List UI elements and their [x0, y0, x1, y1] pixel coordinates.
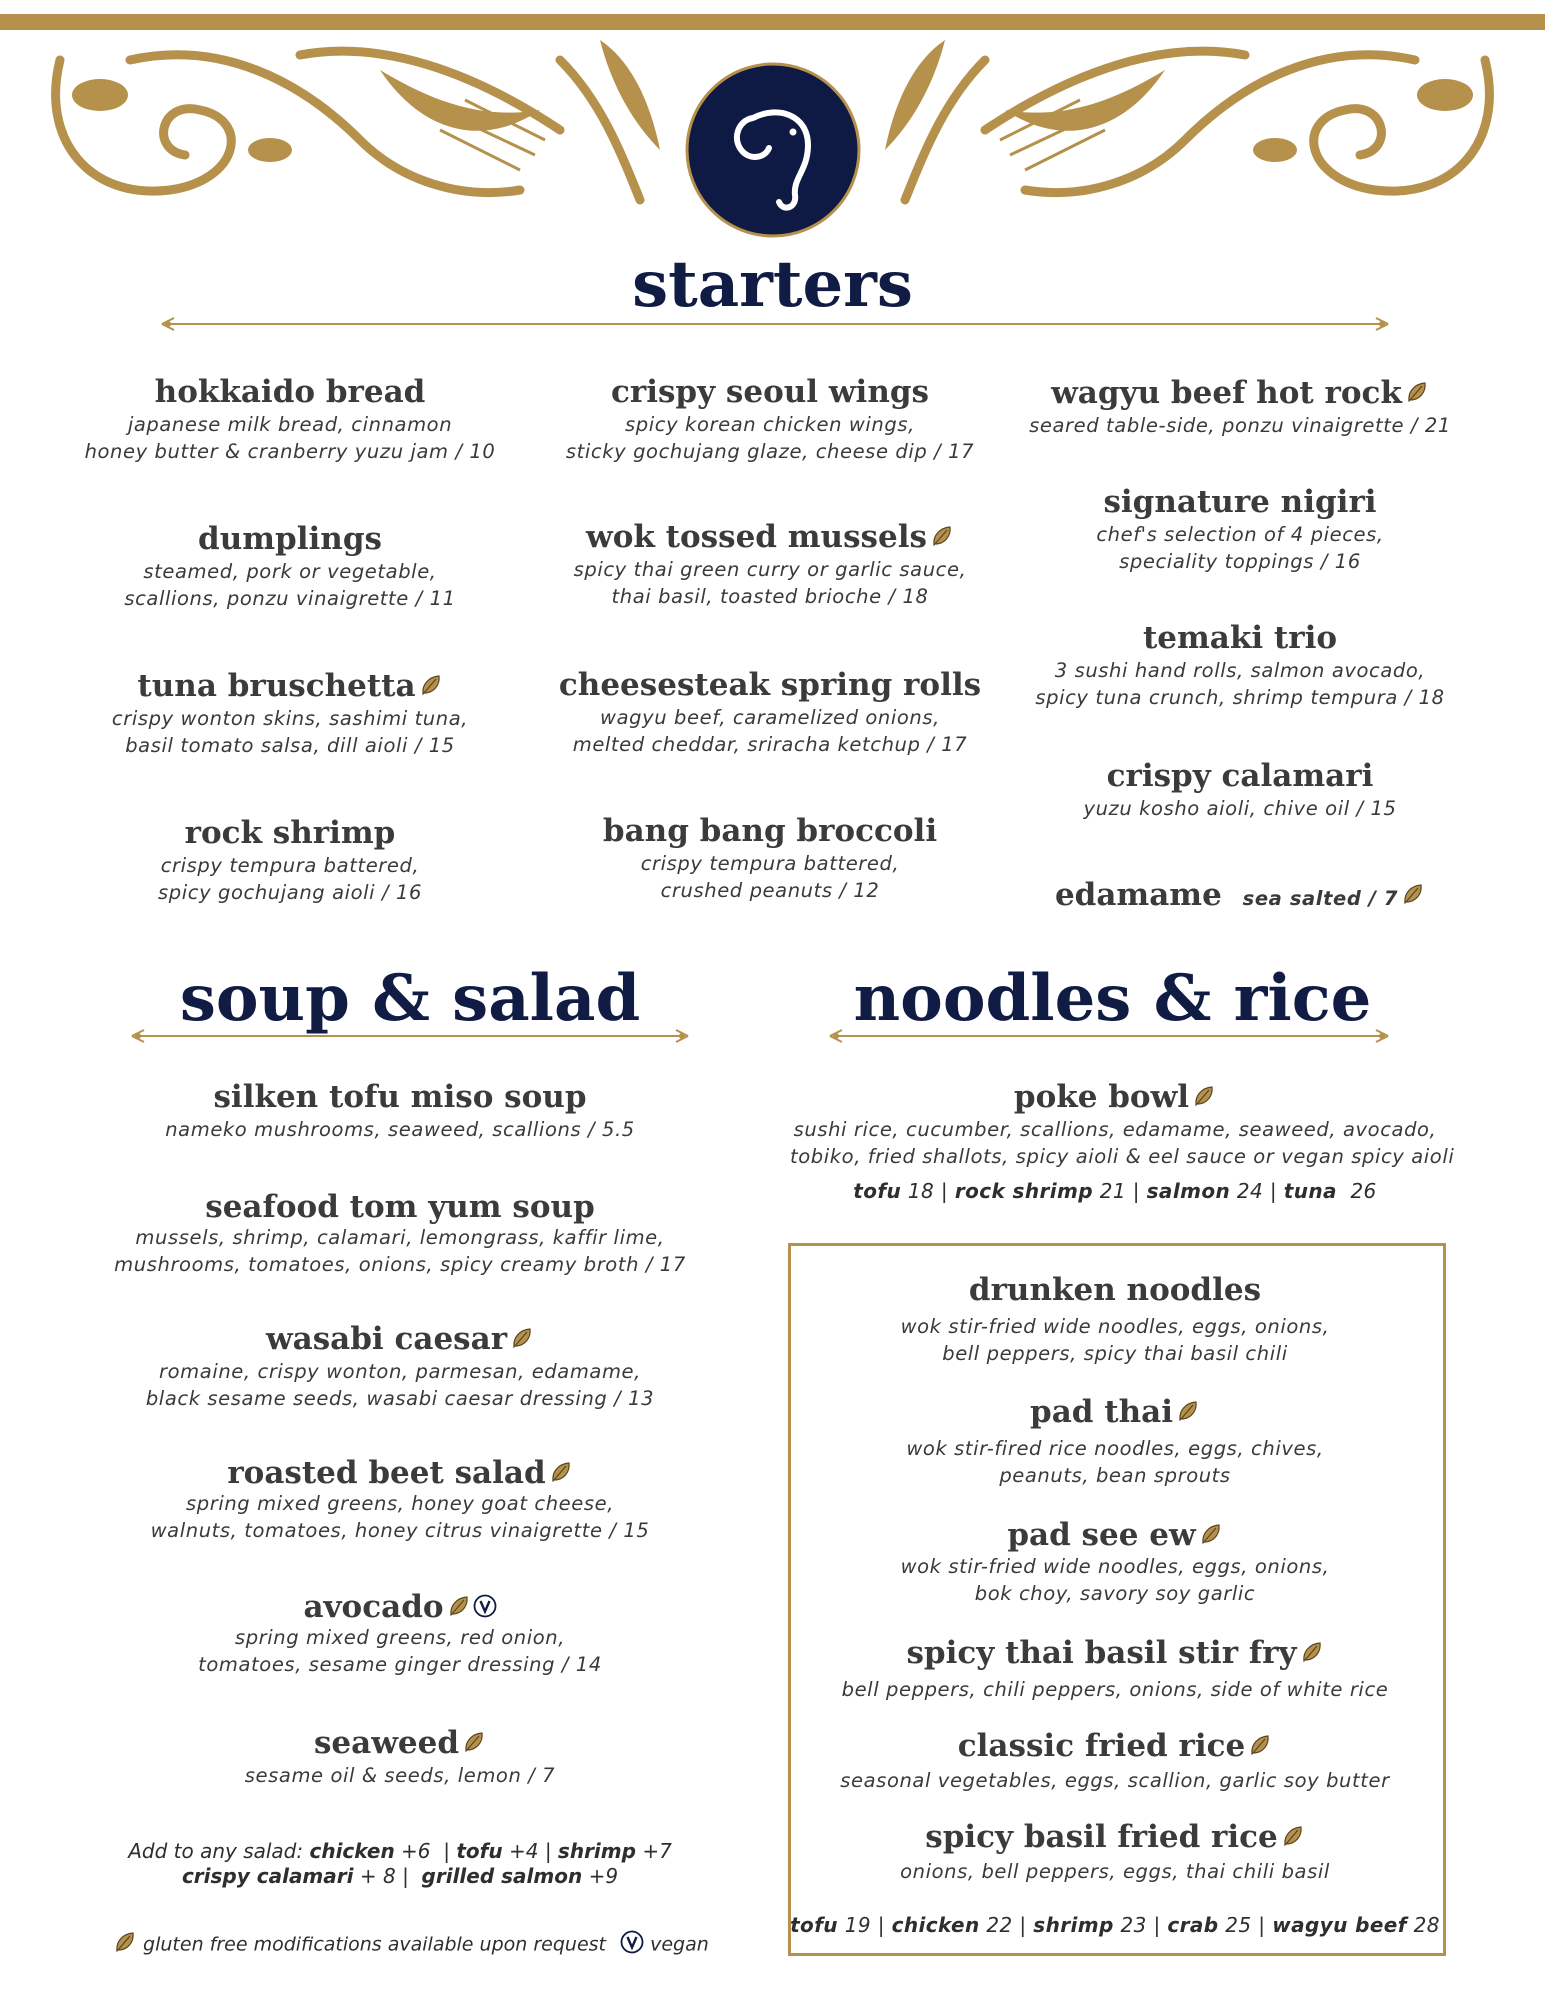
elephant-logo-icon [683, 60, 863, 240]
menu-item-bang-bang-broccoli: bang bang broccoli crispy tempura battered, crushed peanuts / 12 [602, 813, 938, 902]
menu-item-signature-nigiri: signature nigiri chef's selection of 4 pieces, speciality toppings / 16 [1096, 484, 1384, 573]
leaf-icon [1248, 1733, 1272, 1757]
menu-item-silken-tofu-miso-soup: silken tofu miso soup nameko mushrooms, seaweed, scallions / 5.5 [165, 1079, 635, 1141]
menu-item-spicy-basil-fried-rice: spicy basil fried rice onions, bell peppers, eggs, thai chili basil [900, 1819, 1330, 1883]
menu-item-roasted-beet-salad: roasted beet salad spring mixed greens, honey goat cheese, walnuts, tomatoes, honey citrus vinaigrette / 15 [150, 1455, 650, 1542]
leaf-icon [549, 1460, 573, 1484]
menu-item-edamame: edamame sea salted / 7 [1010, 876, 1470, 914]
menu-item-wok-tossed-mussels: wok tossed mussels spicy thai green curry or garlic sauce, thai basil, toasted brioche / 18 [573, 519, 967, 608]
leaf-icon [1300, 1640, 1324, 1664]
leaf-icon [1199, 1522, 1223, 1546]
divider [130, 1028, 690, 1044]
menu-item-dumplings: dumplings steamed, pork or vegetable, scallions, ponzu vinaigrette / 11 [124, 521, 456, 610]
menu-item-crispy-calamari: crispy calamari yuzu kosho aioli, chive oil / 15 [1083, 758, 1397, 820]
leaf-icon [447, 1594, 471, 1618]
menu-item-pad-see-ew: pad see ew wok stir-fried wide noodles, eggs, onions, bok choy, savory soy garlic [900, 1517, 1330, 1605]
vegan-v-icon [473, 1594, 497, 1618]
menu-item-poke-bowl: poke bowl sushi rice, cucumber, scallions, edamame, seaweed, avocado, tobiko, fried shallots, spicy aioli & eel sauce or vegan spicy aioli tofu 18 | rock shrimp 21 | salmon 24 | tuna 26 [790, 1079, 1455, 1203]
dietary-legend: gluten free modifications available upon request vegan [110, 1933, 710, 1957]
leaf-icon [113, 1930, 137, 1954]
menu-item-drunken-noodles: drunken noodles wok stir-fried wide noodles, eggs, onions, bell peppers, spicy thai basil chili [900, 1272, 1330, 1365]
noodle-protein-options: tofu 19 | chicken 22 | shrimp 23 | crab 25 | wagyu beef 28 [790, 1913, 1440, 1937]
menu-item-tuna-bruschetta: tuna bruschetta crispy wonton skins, sashimi tuna, basil tomato salsa, dill aioli / 15 [111, 668, 469, 757]
section-title-starters: starters [632, 247, 913, 322]
menu-item-seafood-tom-yum-soup: seafood tom yum soup mussels, shrimp, calamari, lemongrass, kaffir lime, mushrooms, tomatoes, onions, spicy creamy broth / 17 [114, 1189, 686, 1276]
leaf-icon [1401, 882, 1425, 906]
menu-item-seaweed: seaweed sesame oil & seeds, lemon / 7 [244, 1725, 556, 1787]
leaf-icon [510, 1326, 534, 1350]
menu-item-hokkaido-bread: hokkaido bread japanese milk bread, cinnamon honey butter & cranberry yuzu jam / 10 [84, 374, 496, 463]
menu-item-spicy-thai-basil-stir-fry: spicy thai basil stir fry bell peppers, chili peppers, onions, side of white rice [841, 1635, 1389, 1701]
leaf-icon [1281, 1824, 1305, 1848]
salad-addons: Add to any salad: chicken +6 | tofu +4 | shrimp +7 crispy calamari + 8 | grilled salmon +9 [128, 1839, 672, 1888]
leaf-icon [1405, 380, 1429, 404]
leaf-icon [1176, 1399, 1200, 1423]
vegan-v-icon [620, 1930, 644, 1954]
leaf-icon [419, 673, 443, 697]
leaf-icon [462, 1730, 486, 1754]
menu-item-temaki-trio: temaki trio 3 sushi hand rolls, salmon avocado, spicy tuna crunch, shrimp tempura / 18 [1035, 620, 1445, 709]
divider [828, 1028, 1390, 1044]
leaf-icon [1192, 1084, 1216, 1108]
menu-item-classic-fried-rice: classic fried rice seasonal vegetables, eggs, scallion, garlic soy butter [840, 1728, 1390, 1792]
menu-item-crispy-seoul-wings: crispy seoul wings spicy korean chicken wings, sticky gochujang glaze, cheese dip / 17 [565, 374, 975, 463]
menu-item-cheesesteak-spring-rolls: cheesesteak spring rolls wagyu beef, caramelized onions, melted cheddar, sriracha ketchup / 17 [558, 667, 982, 756]
menu-item-wasabi-caesar: wasabi caesar romaine, crispy wonton, parmesan, edamame, black sesame seeds, wasabi caesar dressing / 13 [145, 1321, 655, 1410]
menu-item-wagyu-beef-hot-rock: wagyu beef hot rock seared table-side, ponzu vinaigrette / 21 [1029, 375, 1451, 437]
section-title-soup-salad: soup & salad [179, 961, 641, 1036]
menu-item-pad-thai: pad thai wok stir-fired rice noodles, eggs, chives, peanuts, bean sprouts [906, 1394, 1324, 1487]
menu-item-avocado: avocado spring mixed greens, red onion, tomatoes, sesame ginger dressing / 14 [198, 1589, 602, 1676]
leaf-icon [930, 524, 954, 548]
menu-item-rock-shrimp: rock shrimp crispy tempura battered, spicy gochujang aioli / 16 [158, 815, 422, 904]
section-title-noodles-rice: noodles & rice [853, 961, 1372, 1036]
divider [160, 316, 1390, 332]
